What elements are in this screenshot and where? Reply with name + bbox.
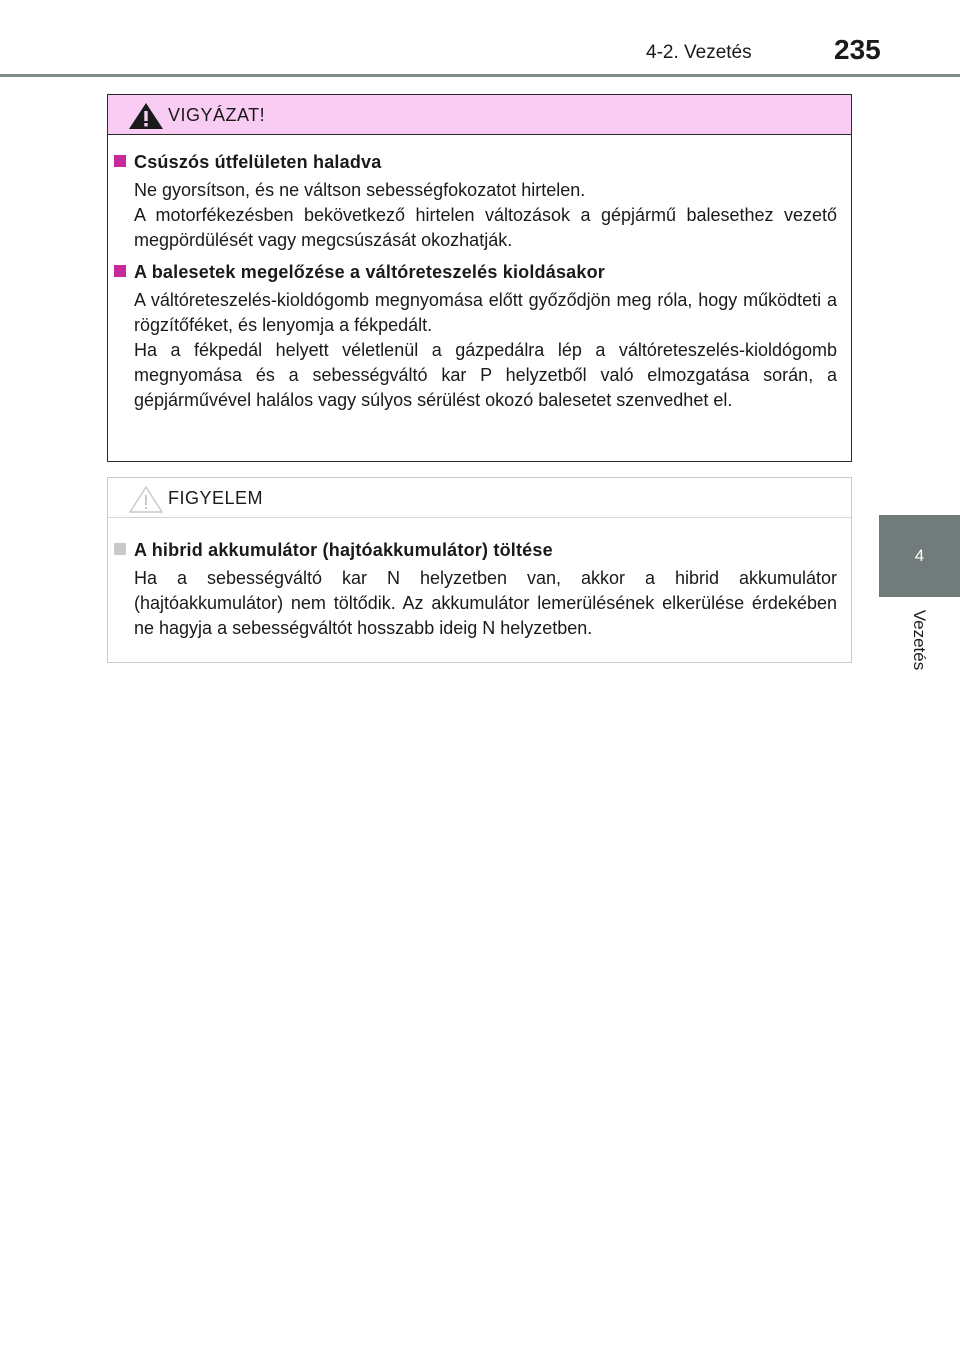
section-title: Csúszós útfelületen haladva — [134, 152, 382, 172]
side-tab — [879, 515, 960, 597]
paragraph: A motorfékezésben bekövetkező hirtelen változások a gépjármű balesethez vezető megpördülését vagy megcsúszását okozhatják. — [134, 205, 837, 250]
warning-triangle-icon — [128, 102, 164, 130]
notice-section-1 — [108, 538, 851, 641]
notice-box — [107, 477, 852, 663]
caution-triangle-icon — [128, 485, 164, 513]
side-tab-number: 4 — [914, 546, 925, 565]
header-rule — [0, 74, 960, 77]
paragraph: Ne gyorsítson, és ne váltson sebességfokozatot hirtelen. — [134, 180, 586, 200]
paragraph: Ha a sebességváltó kar N helyzetben van, akkor a hibrid akkumulátor (hajtóakkumulátor) nem töltődik. Az akkumulátor lemerülésének elkerülése érdekében ne hagyja a sebességváltót hosszabb ideig N helyzetben. — [134, 568, 837, 638]
section-bullet — [114, 543, 126, 555]
warning-section-2 — [108, 260, 851, 413]
warning-section-1 — [108, 150, 851, 253]
paragraph: A váltóreteszelés-kioldógomb megnyomása előtt győződjön meg róla, hogy működteti a rögzítőféket, és lenyomja a fékpedált. — [134, 290, 837, 335]
section-title: A hibrid akkumulátor (hajtóakkumulátor) töltése — [134, 540, 553, 560]
warning-box-header — [108, 95, 851, 135]
warning-box — [107, 94, 852, 462]
notice-box-header — [108, 478, 851, 518]
side-tab-label: Vezetés — [910, 609, 929, 671]
page-number: 235 — [834, 34, 881, 65]
header-section-title: 4-2. Vezetés — [646, 42, 752, 63]
section-bullet — [114, 155, 126, 167]
notice-box-title: FIGYELEM — [168, 488, 264, 508]
section-bullet — [114, 265, 126, 277]
section-title: A balesetek megelőzése a váltóreteszelés kioldásakor — [134, 262, 605, 282]
paragraph: Ha a fékpedál helyett véletlenül a gázpedálra lép a váltóreteszelés-kioldógomb megnyomása és a sebességváltó kar P helyzetből való elmozgatása során, a gépjárművével halálos vagy súlyos sérülést okozó balesetet szenvedhet el. — [134, 340, 837, 410]
warning-box-title: VIGYÁZAT! — [168, 105, 266, 125]
